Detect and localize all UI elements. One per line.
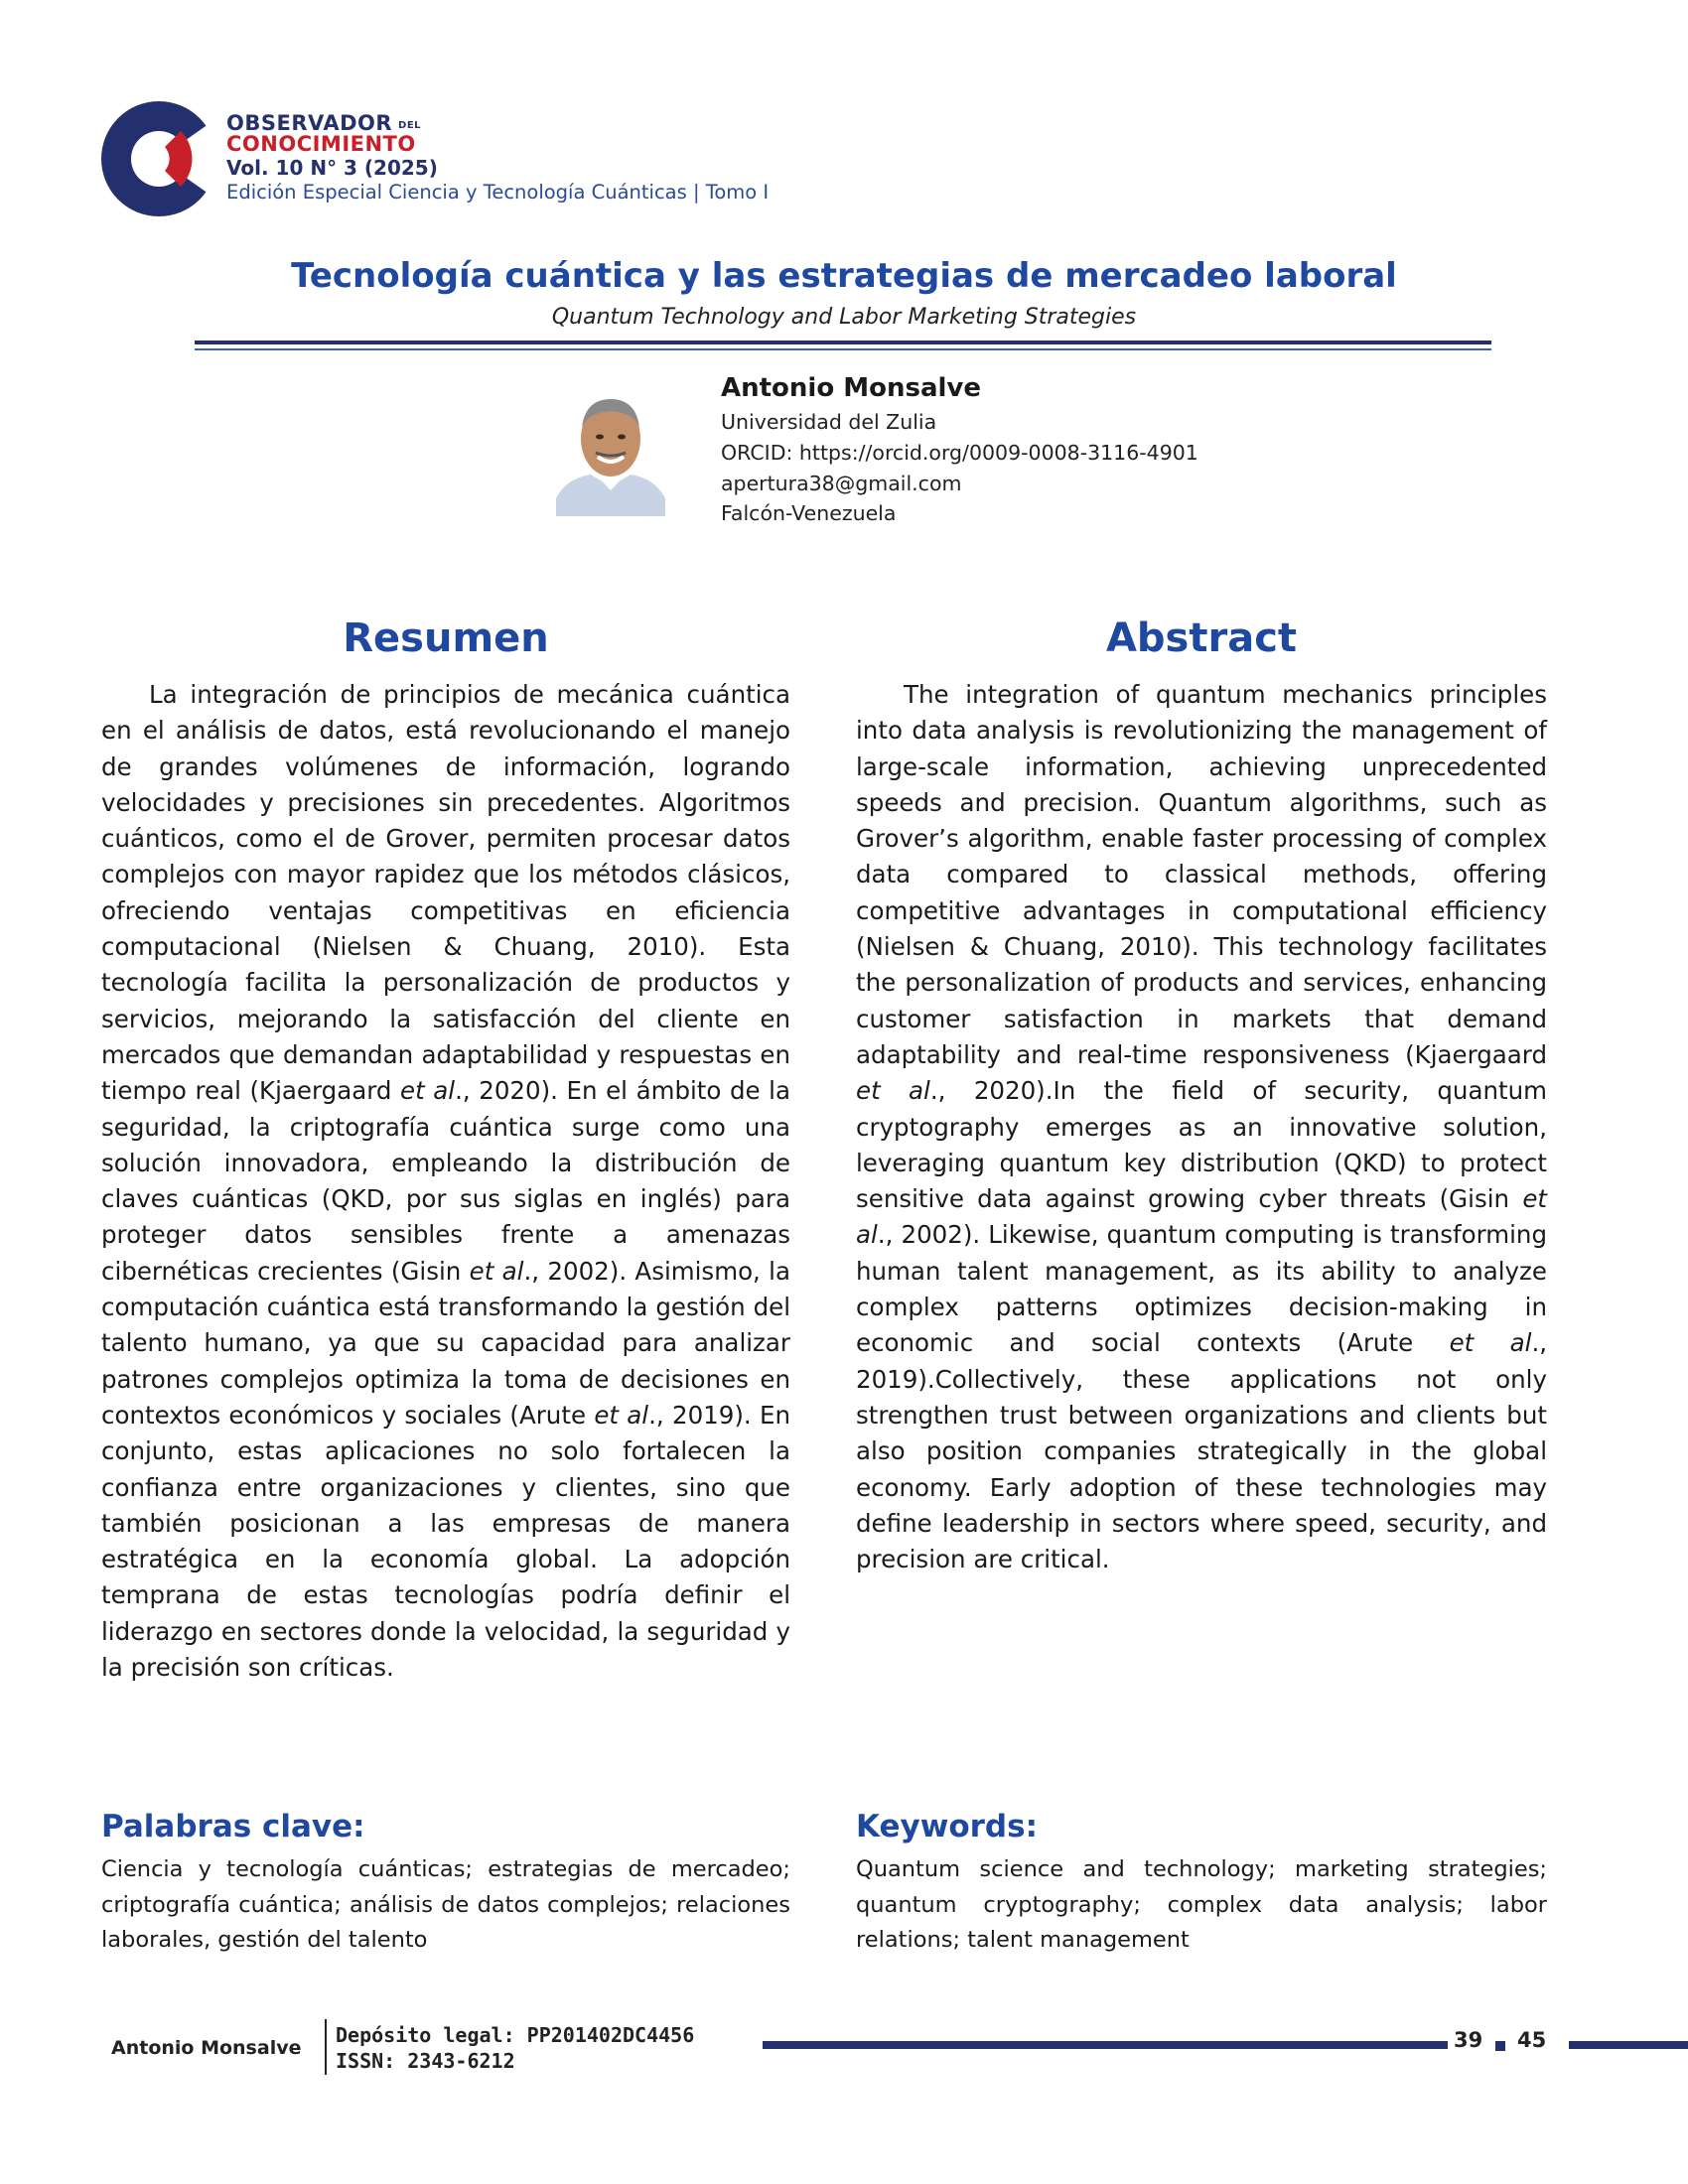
abstract-paragraph: The integration of quantum mechanics principles into data analysis is revolutionizing the management of large-scale information, achieving unprecedented speeds and precision. Quantum algorithms, such as Grover’s algorithm, enable faster processing of complex data compared to classical methods, offering competitive advantages in computational efficiency (Nielsen & Chuang, 2010). This technology facilitates the personalization of products and services, enhancing customer satisfaction in markets that demand adaptability and real-time responsiveness (Kjaergaard et al., 2020).In the field of security, quantum cryptography emerges as an innovative solution, leveraging quantum key distribution (QKD) to protect sensitive data against growing cyber threats (Gisin et al., 2002). Likewise, quantum computing is transforming human talent management, as its ability to analyze complex patterns optimizes decision-making in economic and social contexts (Arute et al., 2019).Collectively, these applications not only strengthen trust between organizations and clients but also position companies strategically in the global economy. Early adoption of these technologies may define leadership in sectors where speed, security, and precision are critical. <box>856 680 1548 1574</box>
resumen-heading: Resumen <box>343 615 549 661</box>
author-photo <box>556 387 665 516</box>
keywords-en-heading: Keywords: <box>856 1809 1038 1844</box>
keywords-es-text: Ciencia y tecnología cuánticas; estrategias de mercadeo; criptografía cuántica; análisis de datos complejos; relaciones laborales, gestión del talento <box>101 1856 790 1953</box>
title-rule-thin <box>195 348 1491 350</box>
journal-logo <box>99 99 218 218</box>
footer-page-number: 39 <box>1454 2028 1483 2052</box>
footer-deposito: Depósito legal: PP201402DC4456 <box>336 2023 695 2047</box>
article-subtitle: Quantum Technology and Labor Marketing Strategies <box>551 305 1137 330</box>
article-title: Tecnología cuántica y las estrategias de mercadeo laboral <box>291 256 1397 296</box>
footer-issn: ISSN: 2343-6212 <box>336 2049 515 2073</box>
resumen-body <box>101 677 790 1686</box>
footer-author: Antonio Monsalve <box>111 2037 302 2059</box>
journal-edition: Edición Especial Ciencia y Tecnología Cuánticas | Tomo I <box>226 181 770 204</box>
abstract-heading: Abstract <box>1105 615 1298 661</box>
journal-name-del: DEL <box>398 120 422 131</box>
footer-square <box>1495 2041 1505 2051</box>
journal-name-line2: CONOCIMIENTO <box>226 132 416 156</box>
author-name: Antonio Monsalve <box>721 373 982 403</box>
keywords-es-heading: Palabras clave: <box>101 1809 365 1844</box>
keywords-en-text: Quantum science and technology; marketing strategies; quantum cryptography; complex data analysis; labor relations; talent management <box>856 1856 1547 1953</box>
abstract-body <box>856 677 1547 1577</box>
footer-bar-left <box>763 2041 1448 2049</box>
resumen-paragraph: La integración de principios de mecánica cuántica en el análisis de datos, está revolucionando el manejo de grandes volúmenes de información, logrando velocidades y precisiones sin precedentes. Algoritmos cuánticos, como el de Grover, permiten procesar datos complejos con mayor rapidez que los métodos clásicos, ofreciendo ventajas competitivas en eficiencia computacional (Nielsen & Chuang, 2010). Esta tecnología facilita la personalización de productos y servicios, mejorando la satisfacción del cliente en mercados que demandan adaptabilidad y respuestas en tiempo real (Kjaergaard et al., 2020). En el ámbito de la seguridad, la criptografía cuántica surge como una solución innovadora, empleando la distribución de claves cuánticas (QKD, por sus siglas en inglés) para proteger datos sensibles frente a amenazas cibernéticas crecientes (Gisin et al., 2002). Asimismo, la computación cuántica está transformando la gestión del talento humano, ya que su capacidad para analizar patrones complejos optimiza la toma de decisiones en contextos económicos y sociales (Arute et al., 2019). En conjunto, estas aplicaciones no solo fortalecen la confianza entre organizaciones y clientes, sino que también posicionan a las empresas de manera estratégica en la economía global. La adopción temprana de estas tecnologías podría definir el liderazgo en sectores donde la velocidad, la seguridad y la precisión son críticas. <box>101 680 791 1683</box>
footer-bar-right <box>1569 2041 1688 2049</box>
author-location: Falcón-Venezuela <box>721 501 897 525</box>
journal-volume: Vol. 10 N° 3 (2025) <box>226 156 438 180</box>
footer-separator <box>325 2019 327 2075</box>
journal-name-line1: OBSERVADOR DEL <box>226 111 422 135</box>
footer-page-total: 45 <box>1517 2028 1547 2052</box>
title-rule-thick <box>195 341 1491 344</box>
author-orcid[interactable]: ORCID: https://orcid.org/0009-0008-3116-4901 <box>721 441 1198 465</box>
author-affiliation: Universidad del Zulia <box>721 410 937 434</box>
author-email[interactable]: apertura38@gmail.com <box>721 472 962 495</box>
